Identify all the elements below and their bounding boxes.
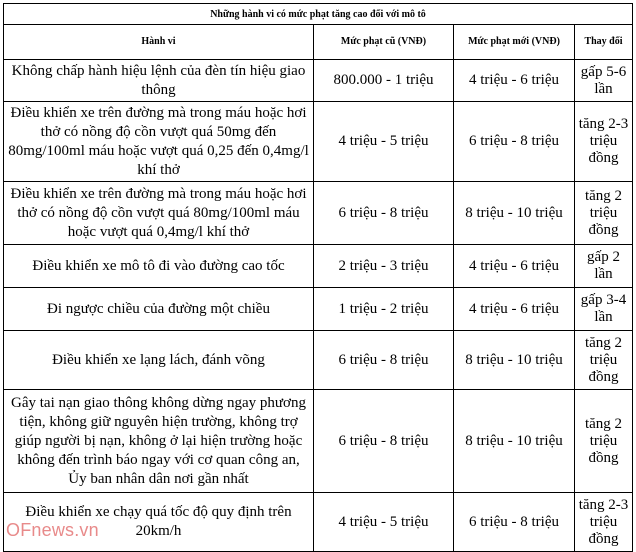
old-fine-cell: 4 triệu - 5 triệu [314, 493, 454, 552]
behavior-cell: Không chấp hành hiệu lệnh của đèn tín hiệu giao thông [4, 60, 314, 102]
table-title-row [4, 4, 633, 25]
behavior-cell: Điều khiển xe trên đường mà trong máu hoặc hơi thở có nồng độ cồn vượt quá 80mg/100ml máu hoặc vượt quá 0,4mg/l khí thở [4, 182, 314, 245]
header-change: Thay đổi [575, 25, 633, 60]
new-fine-cell: 8 triệu - 10 triệu [454, 390, 575, 493]
table-row [4, 182, 633, 245]
behavior-cell: Điều khiển xe lạng lách, đánh võng [4, 331, 314, 390]
table-title: Những hành vi có mức phạt tăng cao đối với mô tô [4, 4, 633, 25]
table-row [4, 102, 633, 182]
change-cell: tăng 2-3 triệu đồng [575, 493, 633, 552]
behavior-cell: Điều khiển xe chạy quá tốc độ quy định trên 20km/h [4, 493, 314, 552]
old-fine-cell: 2 triệu - 3 triệu [314, 245, 454, 288]
old-fine-cell: 6 triệu - 8 triệu [314, 390, 454, 493]
new-fine-cell: 8 triệu - 10 triệu [454, 331, 575, 390]
change-cell: gấp 3-4 lần [575, 288, 633, 331]
old-fine-cell: 1 triệu - 2 triệu [314, 288, 454, 331]
new-fine-cell: 6 triệu - 8 triệu [454, 493, 575, 552]
new-fine-cell: 4 triệu - 6 triệu [454, 288, 575, 331]
header-row [4, 25, 633, 60]
old-fine-cell: 6 triệu - 8 triệu [314, 331, 454, 390]
change-cell: gấp 5-6 lần [575, 60, 633, 102]
watermark-logo: OFnews.vn [6, 520, 99, 540]
old-fine-cell: 800.000 - 1 triệu [314, 60, 454, 102]
fines-table [3, 3, 633, 552]
change-cell: tăng 2 triệu đồng [575, 390, 633, 493]
change-cell: tăng 2-3 triệu đồng [575, 102, 633, 182]
behavior-cell: Đi ngược chiều của đường một chiều [4, 288, 314, 331]
behavior-cell: Điều khiển xe mô tô đi vào đường cao tốc [4, 245, 314, 288]
behavior-cell: Gây tai nạn giao thông không dừng ngay phương tiện, không giữ nguyên hiện trường, không trợ giúp người bị nạn, không ở lại hiện trường hoặc không đến trình báo ngay với cơ quan công an, Ủy ban nhân dân nơi gần nhất [4, 390, 314, 493]
change-cell: gấp 2 lần [575, 245, 633, 288]
new-fine-cell: 6 triệu - 8 triệu [454, 102, 575, 182]
header-behavior: Hành vi [4, 25, 314, 60]
table-row [4, 288, 633, 331]
table-row [4, 245, 633, 288]
change-cell: tăng 2 triệu đồng [575, 182, 633, 245]
table-row [4, 331, 633, 390]
header-old-fine: Mức phạt cũ (VNĐ) [314, 25, 454, 60]
change-cell: tăng 2 triệu đồng [575, 331, 633, 390]
table-row [4, 60, 633, 102]
old-fine-cell: 4 triệu - 5 triệu [314, 102, 454, 182]
new-fine-cell: 4 triệu - 6 triệu [454, 60, 575, 102]
new-fine-cell: 8 triệu - 10 triệu [454, 182, 575, 245]
new-fine-cell: 4 triệu - 6 triệu [454, 245, 575, 288]
behavior-cell: Điều khiển xe trên đường mà trong máu hoặc hơi thở có nồng độ cồn vượt quá 50mg đến 80mg/100ml máu hoặc vượt quá 0,25 đến 0,4mg/l khí thở [4, 102, 314, 182]
old-fine-cell: 6 triệu - 8 triệu [314, 182, 454, 245]
header-new-fine: Mức phạt mới (VNĐ) [454, 25, 575, 60]
table-row [4, 390, 633, 493]
